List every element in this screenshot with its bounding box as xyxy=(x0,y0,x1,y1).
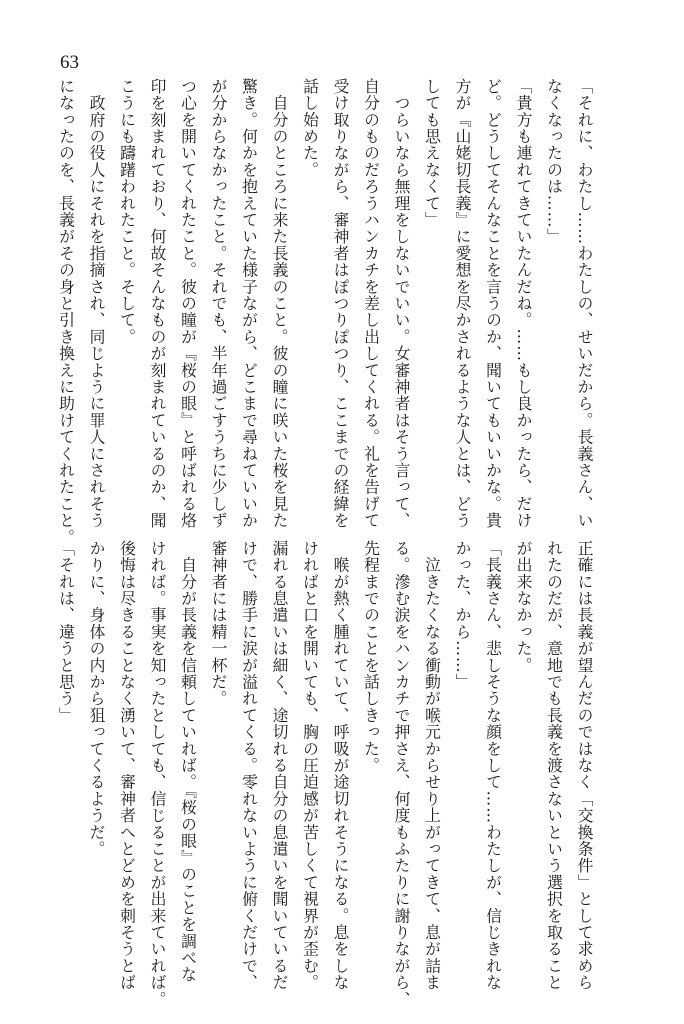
text-line: つらいなら無理をしないでいい。女審神者はそう言って、 xyxy=(392,78,411,529)
text-line: 自分のところに来た長義のこと。彼の瞳に咲いた桜を見た xyxy=(270,78,289,529)
text-line: 印を刻まれており、何故そんなものが刻まれているのか、聞 xyxy=(148,78,167,529)
text-line: ければ。事実を知ったとしても、信じることが出来ていれば。 xyxy=(148,540,167,1008)
text-line: 「長義さん、悲しそうな顔をして……わたしが、信じきれな xyxy=(483,540,503,991)
text-line: になったのを、長義がその身と引き換えに助けてくれたこと。 xyxy=(56,78,76,546)
text-line: 驚き。何かを抱えていた様子ながら、どこまで尋ねていいか xyxy=(239,78,259,529)
text-line: ければと口を開いても、胸の圧迫感が苦しくて視界が歪む。 xyxy=(300,540,320,991)
text-line: つ心を開いてくれたこと。彼の瞳が『桜の眼』と呼ばれる烙 xyxy=(178,78,198,529)
text-line: 漏れる息遣いは細く、途切れる自分の息遣いを聞いているだ xyxy=(270,540,289,991)
text-line: 自分のものだろうハンカチを差し出してくれる。礼を告げて xyxy=(361,78,381,529)
text-line: こうにも躊躇われたこと。そして。 xyxy=(117,78,137,346)
text-line: かりに、身体の内から狙ってくるようだ。 xyxy=(87,540,106,858)
text-line: 「貴方も連れてきていたんだね。……もし良かったら、だけ xyxy=(514,78,533,529)
top-text-block xyxy=(56,78,599,546)
bottom-text-block xyxy=(56,540,599,1008)
text-line: なくなったのは……」 xyxy=(544,78,564,245)
text-line: 後悔は尽きることなく湧いて、審神者へとどめを刺そうとば xyxy=(117,540,137,991)
text-line: かった、から……」 xyxy=(453,540,472,691)
text-line: けで、勝手に涙が溢れてくる。零れないように俯くだけで、 xyxy=(239,540,259,991)
text-line: しても思えなくて」 xyxy=(422,78,442,229)
text-line: が分からなかったこと。それでも、半年過ごすうちに少しず xyxy=(209,78,228,529)
text-line: 正確には長義が望んだのではなく「交換条件」として求めら xyxy=(575,540,594,991)
text-line: れたのだが、意地でも長義を渡さないという選択を取ること xyxy=(544,540,564,991)
text-line: 受け取りながら、審神者はぽつりぽつり、ここまでの経緯を xyxy=(331,78,350,529)
page-number: 63 xyxy=(60,52,79,73)
text-line: 話し始めた。 xyxy=(300,78,320,179)
text-line: が出来なかった。 xyxy=(514,540,533,674)
text-line: ど。どうしてそんなことを言うのか、聞いてもいいかな。貴 xyxy=(483,78,503,529)
text-line: 「それに、わたし……わたしの、せいだから。長義さん、い xyxy=(575,78,594,529)
text-line: 喉が熱く腫れていて、呼吸が途切れそうになる。息をしな xyxy=(331,540,350,991)
text-line: 自分が長義を信頼していれば。『桜の眼』のことを調べな xyxy=(178,540,198,983)
text-line: 審神者には精一杯だ。 xyxy=(209,540,228,707)
text-line: 先程までのことを話しきった。 xyxy=(361,540,381,774)
text-line: る。滲む涙をハンカチで押さえ、何度もふたりに謝りながら、 xyxy=(392,540,411,1008)
text-line: 政府の役人にそれを指摘され、同じように罪人にされそう xyxy=(87,78,106,529)
text-line: 泣きたくなる衝動が喉元からせり上がってきて、息が詰ま xyxy=(422,540,442,991)
text-line: 方が『山姥切長義』に愛想を尽かされるような人とは、どう xyxy=(453,78,472,529)
text-line: 「それは、違うと思う」 xyxy=(56,540,76,724)
